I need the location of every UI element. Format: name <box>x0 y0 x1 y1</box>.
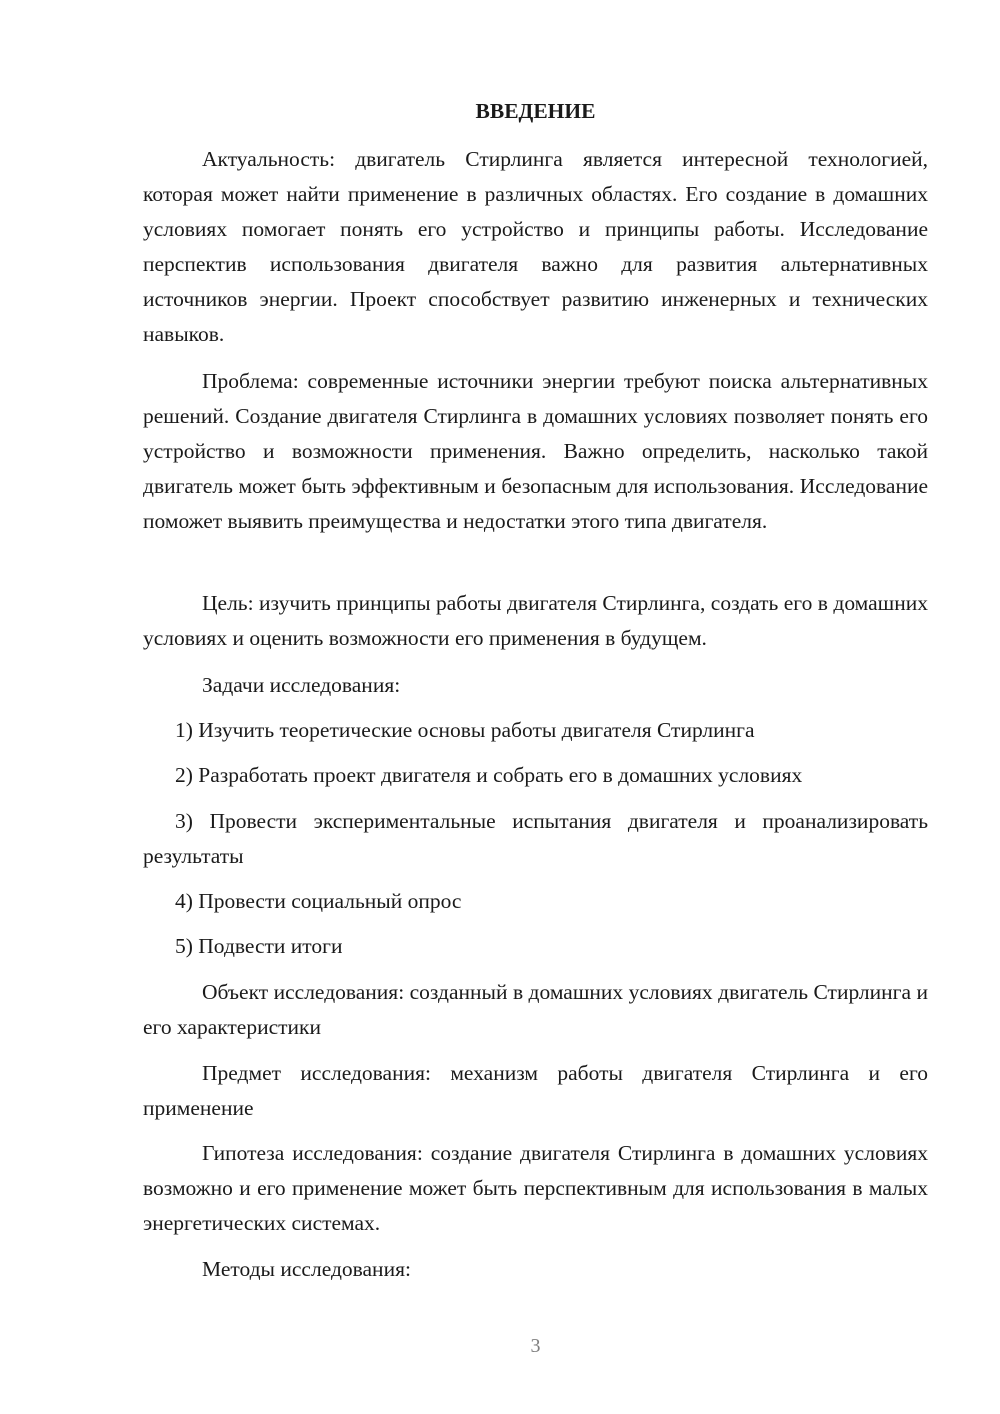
document-page <box>143 0 928 1414</box>
page-number: 3 <box>530 1335 541 1357</box>
tasks-heading: Задачи исследования: <box>202 673 401 697</box>
task-item-5: 5) Подвести итоги <box>175 934 343 958</box>
task-item-4: 4) Провести социальный опрос <box>175 889 462 913</box>
paragraph-relevance: Актуальность: двигатель Стирлинга является интересной технологией, которая может найти применение в различных областях. Его создание в домашних условиях помогает понять его устройство и принципы работы. Исследование перспектив использования двигателя важно для развития альтернативных источников энергии. Проект способствует развитию инженерных и технических навыков. <box>143 147 928 346</box>
task-item-3: 3) Провести экспериментальные испытания двигателя и проанализировать результаты <box>143 809 928 868</box>
task-item-2: 2) Разработать проект двигателя и собрать его в домашних условиях <box>175 763 803 787</box>
page-title: ВВЕДЕНИЕ <box>475 99 596 123</box>
paragraph-problem: Проблема: современные источники энергии требуют поиска альтернативных решений. Создание двигателя Стирлинга в домашних условиях позволяет понять его устройство и возможности применения. Важно определить, насколько такой двигатель может быть эффективным и безопасным для использования. Исследование поможет выявить преимущества и недостатки этого типа двигателя. <box>143 369 928 533</box>
paragraph-subject: Предмет исследования: механизм работы двигателя Стирлинга и его применение <box>143 1061 928 1120</box>
paragraph-goal: Цель: изучить принципы работы двигателя Стирлинга, создать его в домашних условиях и оценить возможности его применения в будущем. <box>143 591 928 650</box>
methods-heading: Методы исследования: <box>202 1257 411 1281</box>
task-item-1: 1) Изучить теоретические основы работы двигателя Стирлинга <box>175 718 755 742</box>
paragraph-hypothesis: Гипотеза исследования: создание двигателя Стирлинга в домашних условиях возможно и его применение может быть перспективным для использования в малых энергетических системах. <box>143 1141 928 1235</box>
paragraph-object: Объект исследования: созданный в домашних условиях двигатель Стирлинга и его характеристики <box>143 980 928 1039</box>
